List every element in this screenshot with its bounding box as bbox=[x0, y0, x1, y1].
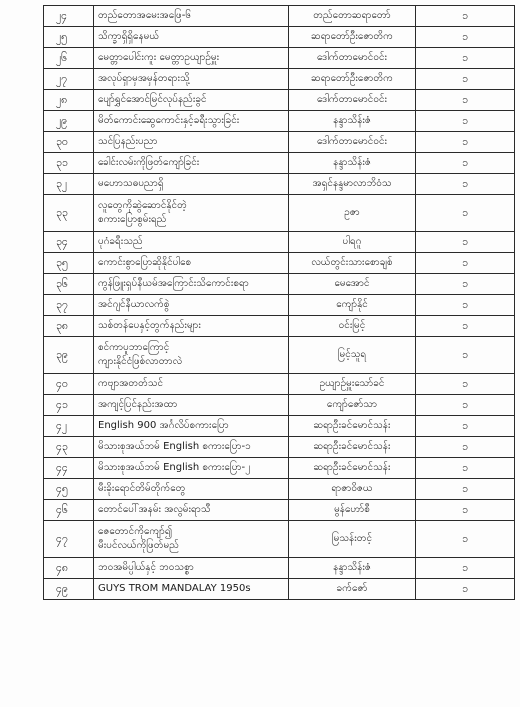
book-title bbox=[94, 479, 289, 500]
row-number: ၃၇ bbox=[44, 295, 94, 316]
table-row bbox=[44, 90, 515, 111]
row-number: ၃၀ bbox=[44, 132, 94, 153]
book-quantity: ၁ bbox=[416, 437, 515, 458]
book-title bbox=[94, 111, 289, 132]
book-quantity: ၁ bbox=[416, 374, 515, 395]
book-title-line: တောင်ပေါ်အနမ်း အလွမ်းရာသီ bbox=[98, 504, 211, 515]
book-author: ဆရာဦးခင်မောင်သန်း bbox=[289, 458, 416, 479]
row-number: ၃၁ bbox=[44, 153, 94, 174]
book-title bbox=[94, 337, 289, 374]
table-row bbox=[44, 274, 515, 295]
row-number: ၂၄ bbox=[44, 6, 94, 27]
book-author: နန္ဒာသိန်းဇံ bbox=[289, 111, 416, 132]
row-number: ၃၈ bbox=[44, 316, 94, 337]
table-row bbox=[44, 521, 515, 558]
book-title bbox=[94, 195, 289, 232]
table-row bbox=[44, 558, 515, 579]
row-number: ၄၃ bbox=[44, 437, 94, 458]
book-title bbox=[94, 458, 289, 479]
row-number: ၃၄ bbox=[44, 232, 94, 253]
book-author: နန္ဒာသိန်းဇံ bbox=[289, 558, 416, 579]
book-title-line: တည်တောအမေးအဖြေ-၆ bbox=[98, 10, 191, 21]
table-row bbox=[44, 295, 515, 316]
book-title bbox=[94, 295, 289, 316]
book-quantity: ၁ bbox=[416, 153, 515, 174]
book-title-line: ကွန်ဖြူးရှပ်နီယမ်အကြောင်းသိကောင်းစရာ bbox=[98, 278, 249, 289]
table-row bbox=[44, 48, 515, 69]
book-title bbox=[94, 132, 289, 153]
row-number: ၂၇ bbox=[44, 69, 94, 90]
book-author: ဆရာဦးခင်မောင်သန်း bbox=[289, 416, 416, 437]
book-title-line: စင်ကာပူဘာကြောင့် bbox=[98, 342, 170, 353]
row-number: ၃၃ bbox=[44, 195, 94, 232]
book-author: ဒေါက်တာမောင်ဝင်း bbox=[289, 48, 416, 69]
table-row bbox=[44, 27, 515, 48]
book-author: ခက်ဇော် bbox=[289, 579, 416, 600]
book-title bbox=[94, 253, 289, 274]
book-quantity: ၁ bbox=[416, 295, 515, 316]
book-author: မြသန်းတင့် bbox=[289, 521, 416, 558]
book-title bbox=[94, 579, 289, 600]
row-number: ၄၁ bbox=[44, 395, 94, 416]
book-quantity: ၁ bbox=[416, 274, 515, 295]
book-author: လယ်တွင်းသားစောချစ် bbox=[289, 253, 416, 274]
book-quantity: ၁ bbox=[416, 458, 515, 479]
book-title bbox=[94, 48, 289, 69]
book-title bbox=[94, 374, 289, 395]
book-list-body bbox=[44, 6, 515, 600]
book-title-line: မဟောသဓပညာရှိ bbox=[98, 178, 164, 189]
table-row bbox=[44, 69, 515, 90]
book-title-line: မီးခိုးရောင်တိမ်တိုက်တွေ bbox=[98, 483, 186, 494]
book-quantity: ၁ bbox=[416, 416, 515, 437]
table-row bbox=[44, 479, 515, 500]
book-list-table bbox=[43, 5, 515, 600]
book-author: ကျော်ဇော်သာ bbox=[289, 395, 416, 416]
book-title bbox=[94, 174, 289, 195]
book-title bbox=[94, 153, 289, 174]
table-row bbox=[44, 253, 515, 274]
row-number: ၄၇ bbox=[44, 521, 94, 558]
table-row bbox=[44, 232, 515, 253]
book-quantity: ၁ bbox=[416, 6, 515, 27]
table-row bbox=[44, 195, 515, 232]
row-number: ၄၆ bbox=[44, 500, 94, 521]
book-title bbox=[94, 90, 289, 111]
row-number: ၄၈ bbox=[44, 558, 94, 579]
book-title-line: သင်ပြနည်းပညာ bbox=[98, 136, 158, 147]
row-number: ၃၉ bbox=[44, 337, 94, 374]
book-author: တည်တောဆရာတော် bbox=[289, 6, 416, 27]
book-author: ဆရာတော်ဦးဇောတိက bbox=[289, 27, 416, 48]
book-title-line: အလုပ်ရှာမှအမှန်တရားသို့ bbox=[98, 73, 190, 84]
book-quantity: ၁ bbox=[416, 174, 515, 195]
book-author: ပါရဂူ bbox=[289, 232, 416, 253]
table-row bbox=[44, 111, 515, 132]
book-author: ဆရာတော်ဦးဇောတိက bbox=[289, 69, 416, 90]
book-author: ဥယျာဉ်မှူးသော်ခင် bbox=[289, 374, 416, 395]
book-title-line: ကျားနိုင်ငံဖြစ်လာတာလဲ bbox=[98, 356, 183, 367]
book-title-line: အင်ဂျင်နီယာလက်စွဲ bbox=[98, 299, 170, 310]
table-row bbox=[44, 416, 515, 437]
table-row bbox=[44, 579, 515, 600]
table-row bbox=[44, 6, 515, 27]
book-author: ရာဇာဝိဇယ bbox=[289, 479, 416, 500]
book-quantity: ၁ bbox=[416, 500, 515, 521]
book-author: ဝင်းမြင့် bbox=[289, 316, 416, 337]
book-title bbox=[94, 500, 289, 521]
book-quantity: ၁ bbox=[416, 48, 515, 69]
book-title bbox=[94, 232, 289, 253]
table-row bbox=[44, 132, 515, 153]
book-author: ဥဇာ bbox=[289, 195, 416, 232]
book-quantity: ၁ bbox=[416, 395, 515, 416]
book-title bbox=[94, 69, 289, 90]
book-author: အရှင်နန္ဒမာလာဘိဝံသ bbox=[289, 174, 416, 195]
book-title bbox=[94, 416, 289, 437]
book-quantity: ၁ bbox=[416, 337, 515, 374]
book-quantity: ၁ bbox=[416, 232, 515, 253]
table-row bbox=[44, 395, 515, 416]
book-title bbox=[94, 27, 289, 48]
book-title-line: ကဗျာအတတ်သင် bbox=[98, 378, 164, 389]
book-title-line: လူတွေကိုဆွဲဆောင်နိုင်တဲ့ bbox=[98, 200, 187, 211]
table-row bbox=[44, 174, 515, 195]
book-title-line: မေတ္တာပေါင်းကူး မေတ္တာဥယျာဉ်မှူး bbox=[98, 52, 220, 63]
row-number: ၄၀ bbox=[44, 374, 94, 395]
book-title bbox=[94, 6, 289, 27]
book-author: မွန်ဟော်စီ bbox=[289, 500, 416, 521]
book-title-line: English 900 အင်္ဂလိပ်စကားပြော bbox=[98, 420, 229, 431]
book-title-line: GUYS TROM MANDALAY 1950s bbox=[98, 583, 251, 594]
row-number: ၄၄ bbox=[44, 458, 94, 479]
book-quantity: ၁ bbox=[416, 69, 515, 90]
book-quantity: ၁ bbox=[416, 111, 515, 132]
book-title-line: မိတ်ကောင်းဆွေကောင်းနှင့်ခရီးသွားခြင်း bbox=[98, 115, 240, 126]
book-author: နန္ဒာသိန်းဇံ bbox=[289, 153, 416, 174]
table-row bbox=[44, 153, 515, 174]
book-title-line: သစ်တန်ပေနှင့်တွက်နည်းများ bbox=[98, 320, 201, 331]
book-title bbox=[94, 521, 289, 558]
book-title-line: အကျင့်ပြင်နည်းအထာ bbox=[98, 399, 178, 410]
row-number: ၂၆ bbox=[44, 48, 94, 69]
book-author: ဒေါက်တာမောင်ဝင်း bbox=[289, 132, 416, 153]
book-author: ဒေါက်တာမောင်ဝင်း bbox=[289, 90, 416, 111]
row-number: ၂၅ bbox=[44, 27, 94, 48]
book-title-line: ပုဂံခရီးသည် bbox=[98, 236, 143, 247]
table-row bbox=[44, 458, 515, 479]
table-row bbox=[44, 337, 515, 374]
book-title bbox=[94, 316, 289, 337]
row-number: ၂၉ bbox=[44, 111, 94, 132]
book-author: မြင့်သူရ bbox=[289, 337, 416, 374]
book-title-line: ဘဝအမိပ္ပါယ်နှင့် ဘဝသစ္စာ bbox=[98, 562, 194, 573]
book-quantity: ၁ bbox=[416, 579, 515, 600]
row-number: ၃၆ bbox=[44, 274, 94, 295]
row-number: ၃၂ bbox=[44, 174, 94, 195]
row-number: ၄၉ bbox=[44, 579, 94, 600]
book-title bbox=[94, 437, 289, 458]
book-title-line: ခေါင်းလမ်းကိုဖြတ်ကျော်ခြင်း bbox=[98, 157, 200, 168]
book-title-line: မီးပင်လယ်ကိုဖြတ်မည် bbox=[98, 540, 179, 551]
book-title bbox=[94, 395, 289, 416]
book-quantity: ၁ bbox=[416, 316, 515, 337]
book-author: မေအောင် bbox=[289, 274, 416, 295]
table-row bbox=[44, 437, 515, 458]
table-row bbox=[44, 316, 515, 337]
book-quantity: ၁ bbox=[416, 253, 515, 274]
table-row bbox=[44, 374, 515, 395]
book-author: ဆရာဦးခင်မောင်သန်း bbox=[289, 437, 416, 458]
table-row bbox=[44, 500, 515, 521]
book-author: ကျော်နိုင် bbox=[289, 295, 416, 316]
book-quantity: ၁ bbox=[416, 479, 515, 500]
book-quantity: ၁ bbox=[416, 27, 515, 48]
book-title-line: ဇေတောင်ကိုကျော်၍ bbox=[98, 526, 173, 537]
book-title-line: မိသားစုအယ်ဘမ် English စကားပြော-၂ bbox=[98, 462, 251, 473]
book-title-line: ပျော်ရွှင်အောင်မြင်လုပ်နည်းခွင် bbox=[98, 94, 207, 105]
book-title bbox=[94, 274, 289, 295]
book-quantity: ၁ bbox=[416, 558, 515, 579]
row-number: ၂၈ bbox=[44, 90, 94, 111]
book-quantity: ၁ bbox=[416, 90, 515, 111]
book-title-line: သိက္ခာရှိရှိနေမယ် bbox=[98, 31, 160, 42]
book-title bbox=[94, 558, 289, 579]
row-number: ၄၅ bbox=[44, 479, 94, 500]
row-number: ၃၅ bbox=[44, 253, 94, 274]
row-number: ၄၂ bbox=[44, 416, 94, 437]
book-quantity: ၁ bbox=[416, 521, 515, 558]
book-title-line: ကောင်းစွာပြောဆိုနိုင်ပါစေ bbox=[98, 257, 192, 268]
book-quantity: ၁ bbox=[416, 132, 515, 153]
book-quantity: ၁ bbox=[416, 195, 515, 232]
book-title-line: စကားပြောစွမ်းရည် bbox=[98, 214, 167, 225]
book-title-line: မိသားစုအယ်ဘမ် English စကားပြော-၁ bbox=[98, 441, 251, 452]
